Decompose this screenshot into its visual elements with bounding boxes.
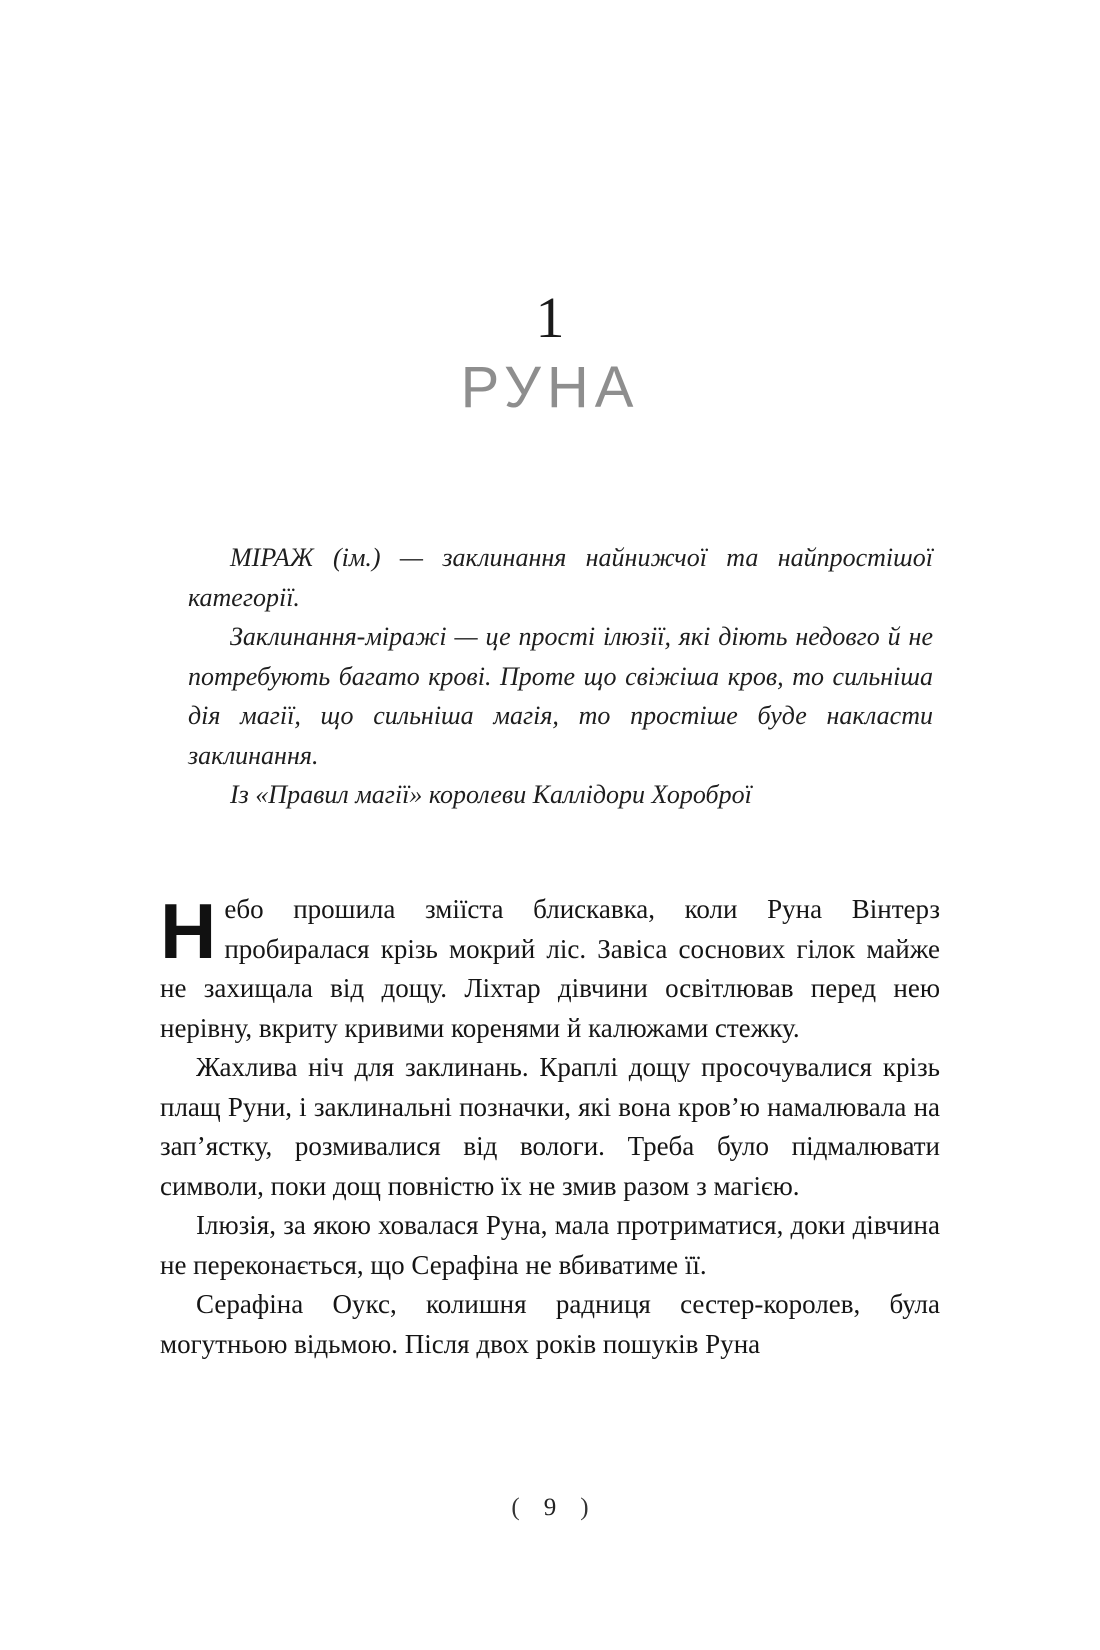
body-paragraph xyxy=(160,887,940,1048)
epigraph xyxy=(188,538,933,815)
epigraph-explanation: Заклинання-міражі — це прості ілюзії, які діють недовго й не потребують багато крові. Проте що свіжіша кров, то сильніша дія магії, що сильніша магія, то простіше буде накласти заклинання. xyxy=(188,622,933,770)
page-footer xyxy=(0,1490,1100,1526)
page-number-bracket-right: ) xyxy=(580,1494,589,1521)
body-paragraph: Ілюзія, за якою ховалася Руна, мала протриматися, доки дівчина не переконається, що Серафіна не вбиватиме її. xyxy=(160,1210,940,1280)
chapter-title: РУНА xyxy=(460,355,640,420)
chapter-number: 1 xyxy=(535,285,565,350)
drop-cap: Н xyxy=(160,887,217,975)
epigraph-definition: МІРАЖ (ім.) — заклинання найнижчої та найпростішої категорії. xyxy=(188,543,933,612)
body-paragraph: Жахлива ніч для заклинань. Краплі дощу просочувалися крізь плащ Руни, і заклинальні позначки, які вона кров’ю намалювала на зап’ястку, розмивалися від вологи. Треба було підмалювати символи, поки дощ повністю їх не змив разом з магією. xyxy=(160,1052,940,1201)
body-text xyxy=(160,887,940,1364)
epigraph-source: Із «Правил магії» королеви Каллідори Хороброї xyxy=(230,780,752,809)
page-number-bracket-left: ( xyxy=(511,1494,520,1521)
first-paragraph-text: ебо прошила зміїста блискавка, коли Руна Вінтерз пробиралася крізь мокрий ліс. Завіса соснових гілок майже не захищала від дощу. Ліхтар дівчини освітлював перед нею нерівну, вкриту кривими коренями й калюжами стежку. xyxy=(160,894,940,1043)
page-number: 9 xyxy=(543,1494,557,1521)
body-paragraph: Серафіна Оукс, колишня радниця сестер-королев, була могутньою відьмою. Після двох років пошуків Руна xyxy=(160,1289,940,1359)
